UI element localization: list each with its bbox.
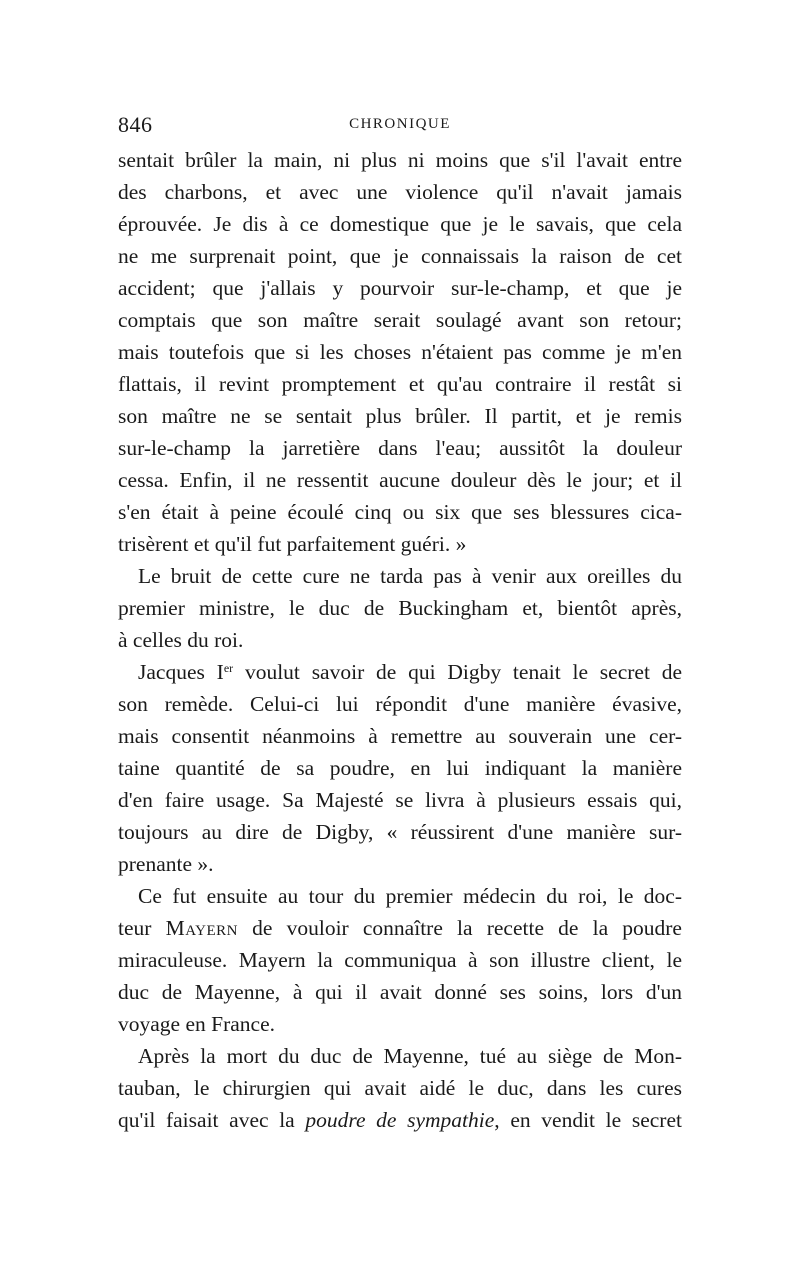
text-line: Le bruit de cette cure ne tarda pas à venir aux oreilles du — [138, 564, 682, 588]
superscript: er — [223, 661, 234, 675]
text-line: flattais, il revint promptement et qu'au contraire il restât si — [118, 372, 682, 396]
text-line: des charbons, et avec une violence qu'il n'avait jamais — [118, 180, 682, 204]
text-run: teur — [118, 916, 166, 940]
text-line: premier ministre, le duc de Buckingham et, bientôt après, — [118, 596, 682, 620]
text-line: toujours au dire de Digby, « réussirent d'une manière sur- — [118, 820, 682, 844]
text-line: à celles du roi. — [118, 628, 244, 652]
body-text — [118, 144, 682, 1136]
text-line: duc de Mayenne, à qui il avait donné ses soins, lors d'un — [118, 980, 682, 1004]
page — [118, 112, 682, 1136]
text-line — [118, 656, 682, 688]
text-line: sur-le-champ la jarretière dans l'eau; aussitôt la douleur — [118, 436, 682, 460]
paragraph — [118, 880, 682, 1040]
text-line: mais toutefois que si les choses n'étaient pas comme je m'en — [118, 340, 682, 364]
text-line — [118, 912, 682, 944]
text-line: comptais que son maître serait soulagé avant son retour; — [118, 308, 682, 332]
text-line: cessa. Enfin, il ne ressentit aucune douleur dès le jour; et il — [118, 468, 682, 492]
text-line: mais consentit néanmoins à remettre au souverain une cer- — [118, 724, 682, 748]
text-line — [118, 1104, 682, 1136]
text-line: ne me surprenait point, que je connaissais la raison de cet — [118, 244, 682, 268]
text-line: voyage en France. — [118, 1012, 275, 1036]
text-line: éprouvée. Je dis à ce domestique que je le savais, que cela — [118, 212, 682, 236]
text-line: sentait brûler la main, ni plus ni moins que s'il l'avait entre — [118, 148, 682, 172]
text-line: tauban, le chirurgien qui avait aidé le duc, dans les cures — [118, 1076, 682, 1100]
text-line: taine quantité de sa poudre, en lui indiquant la manière — [118, 756, 682, 780]
paragraph — [118, 656, 682, 880]
text-line: trisèrent et qu'il fut parfaitement guéri. » — [118, 532, 467, 556]
italic-term: poudre de sympathie — [305, 1108, 495, 1132]
paragraph — [118, 560, 682, 656]
text-line: prenante ». — [118, 852, 214, 876]
small-caps-name: Mayern — [165, 916, 238, 940]
text-run: qu'il faisait avec la — [118, 1108, 306, 1132]
text-run: , en vendit le secret — [494, 1108, 682, 1132]
text-run: de vouloir connaître la recette de la poudre — [238, 916, 682, 940]
page-header — [118, 112, 682, 142]
text-line: d'en faire usage. Sa Majesté se livra à plusieurs essais qui, — [118, 788, 682, 812]
text-line: miraculeuse. Mayern la communiqua à son illustre client, le — [118, 948, 682, 972]
page-number: 846 — [118, 112, 153, 137]
text-line: son remède. Celui-ci lui répondit d'une manière évasive, — [118, 692, 682, 716]
text-line: accident; que j'allais y pourvoir sur-le-champ, et que je — [118, 276, 682, 300]
running-head: CHRONIQUE — [349, 116, 451, 132]
text-line: Ce fut ensuite au tour du premier médecin du roi, le doc- — [138, 884, 682, 908]
text-line: Après la mort du duc de Mayenne, tué au siège de Mon- — [138, 1044, 682, 1068]
paragraph — [118, 1040, 682, 1136]
text-line: s'en était à peine écoulé cinq ou six que ses blessures cica- — [118, 500, 682, 524]
text-run: Jacques I — [138, 660, 224, 684]
text-line: son maître ne se sentait plus brûler. Il partit, et je remis — [118, 404, 682, 428]
text-run: voulut savoir de qui Digby tenait le secret de — [233, 660, 682, 684]
paragraph — [118, 144, 682, 560]
